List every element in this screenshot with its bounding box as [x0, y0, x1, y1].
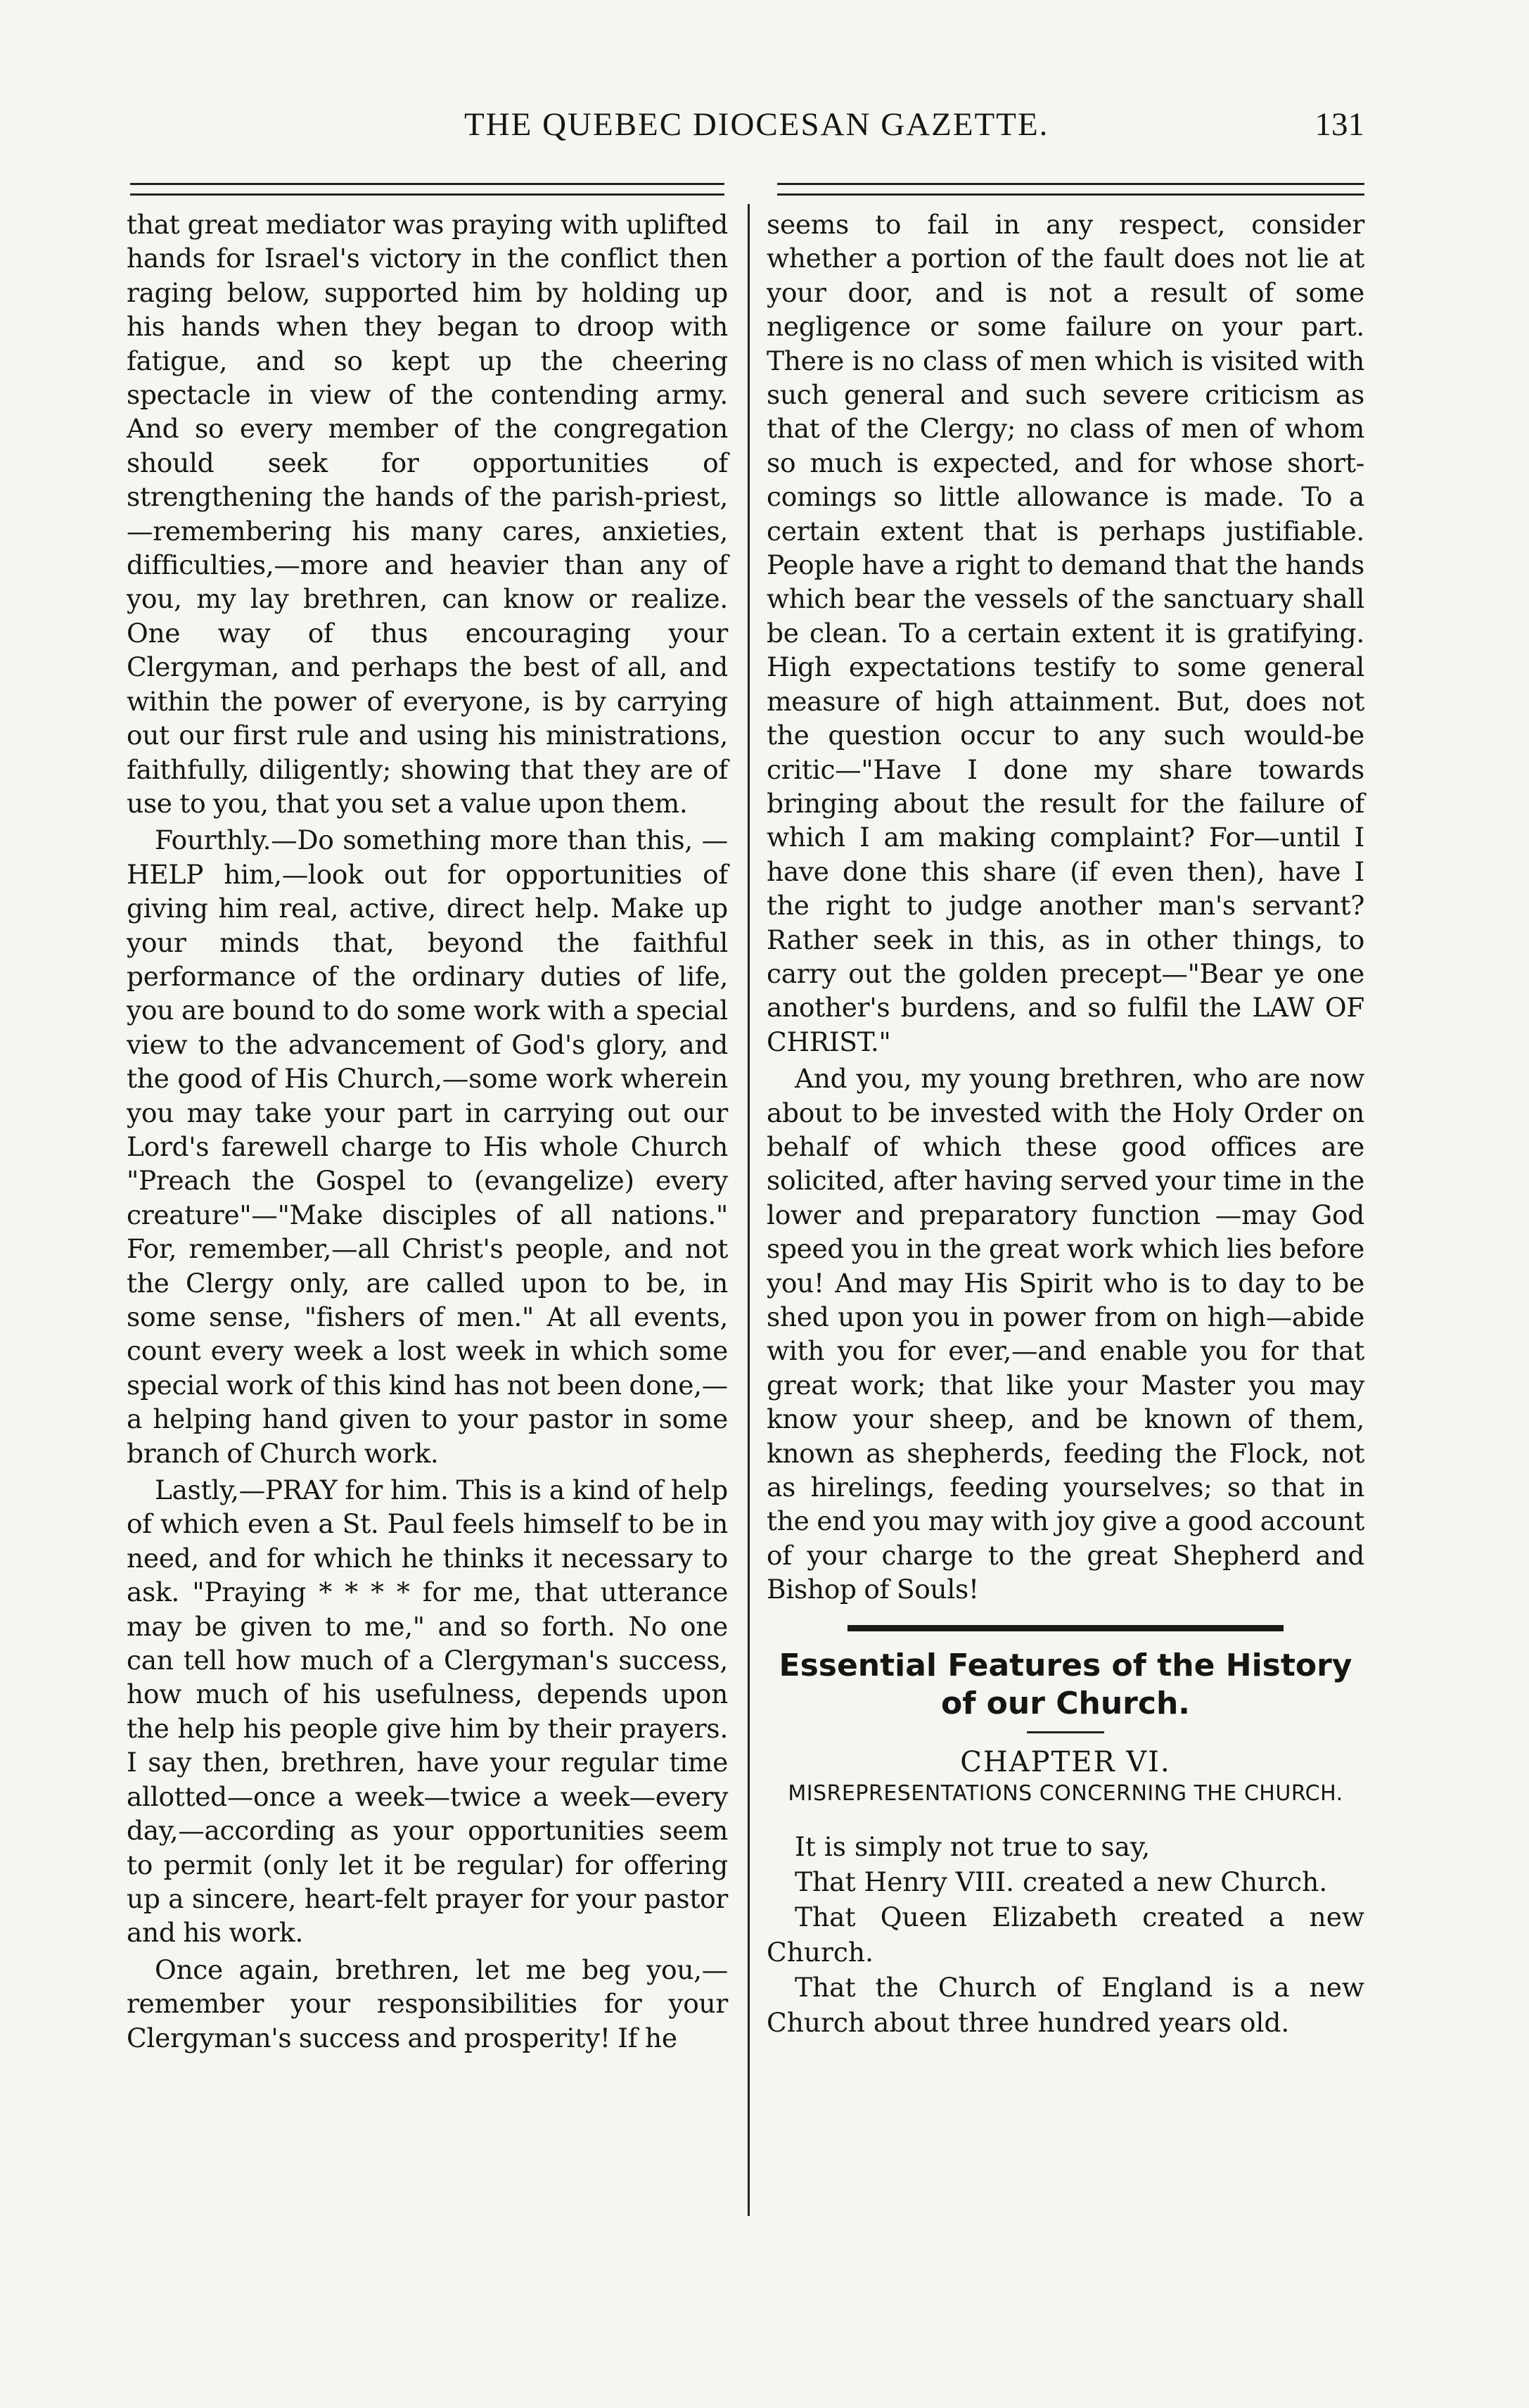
page-number: 131 [1314, 106, 1364, 143]
left-column [127, 208, 728, 2055]
paragraph-fourthly-help: Fourthly.—Do something more than this, —HELP him,—look out for opportunities of giving him real, active, direct help. Make up your minds that, beyond the faithful performance of the ordinary duties of life, you are bound to do some work with a special view to the advancement of God's glory, and the good of His Church,—some work wherein you may take your part in carrying out our Lord's farewell charge to His whole Church "Preach the Gospel to (evangelize) every creature"—"Make disciples of all nations." For, remember,—all Christ's people, and not the Clergy only, are called upon to be, in some sense, "fishers of men." At all events, count every week a lost week in which some special work of this kind has not been done,—a helping hand given to your pastor in some branch of Church work. [127, 824, 728, 1469]
section-title: Essential Features of the History of our Church. [779, 1647, 1352, 1721]
right-column [767, 208, 1364, 2040]
header-rule-left [130, 183, 724, 196]
header-rule-right [777, 183, 1364, 196]
page-header [127, 106, 1364, 155]
title-rule [1027, 1731, 1104, 1733]
paragraph-young-brethren: And you, my young brethren, who are now about to be invested with the Holy Order on behalf of which these good offices are solicited, after having served your time in the lower and preparatory function —may God speed you in the great work which lies before you! And may His Spirit who is to day to be shed upon you in power from on high—abide with you for ever,—and enable you for that great work; that like your Master you may know your sheep, and be known of them, known as shepherds, feeding the Flock, not as hirelings, feeding yourselves; so that in the end you may with joy give a good account of your charge to the great Shepherd and Bishop of Souls! [767, 1063, 1364, 1605]
statement-line: That Queen Elizabeth created a new Church. [767, 1901, 1364, 1968]
running-title: THE QUEBEC DIOCESAN GAZETTE. [464, 106, 1049, 143]
statement-line: That the Church of England is a new Church about three hundred years old. [767, 1971, 1364, 2038]
paragraph-criticism-of-clergy: seems to fail in any respect, consider whether a portion of the fault does not lie at your door, and is not a result of some negligence or some failure on your part. There is no class of men which is visited with such general and such severe criticism as that of the Clergy; no class of men of whom so much is expected, and for whose short-comings so little allowance is made. To a certain extent that is perhaps justifiable. People have a right to demand that the hands which bear the vessels of the sanctuary shall be clean. To a certain extent it is gratifying. High expectations testify to some general measure of high attainment. But, does not the question occur to any such would-be critic—"Have I done my share towards bringing about the result for the failure of which I am making complaint? For—until I have done this share (if even then), have I the right to judge another man's servant? Rather seek in this, as in other things, to carry out the golden precept—"Bear ye one another's burdens, and so fulfil the LAW OF CHRIST." [767, 209, 1364, 1057]
paragraph-once-again: Once again, brethren, let me beg you,—remember your responsibilities for your Clergyman's success and prosperity! If he [127, 1954, 728, 2053]
paragraph-lastly-pray: Lastly,—PRAY for him. This is a kind of help of which even a St. Paul feels himself to be in need, and for which he thinks it necessary to ask. "Praying * * * * for me, that utterance may be given to me," and so forth. No one can tell how much of a Clergyman's success, how much of his usefulness, depends upon the help his people give him by their prayers. I say then, brethren, have your regular time allotted—once a week—twice a week—every day,—according as your opportunities seem to permit (only let it be regular) for offering up a sincere, heart-felt prayer for your pastor and his work. [127, 1474, 728, 1949]
section-divider [847, 1625, 1284, 1631]
chapter-label: CHAPTER VI. [960, 1745, 1171, 1778]
column-divider [748, 204, 750, 2216]
paragraph-helping-the-priest: that great mediator was praying with uplifted hands for Israel's victory in the conflict then raging below, supported him by holding up his hands when they began to droop with fatigue, and so kept up the cheering spectacle in view of the contending army. And so every member of the congregation should seek for opportunities of strengthening the hands of the parish-priest,—remembering his many cares, anxieties, difficulties,—more and heavier than any of you, my lay brethren, can know or realize. One way of thus encouraging your Clergyman, and perhaps the best of all, and within the power of everyone, is by carrying out our first rule and using his ministrations, faithfully, diligently; showing that they are of use to you, that you set a value upon them. [127, 209, 728, 819]
statement-line: It is simply not true to say, [795, 1830, 1151, 1862]
chapter-subhead: MISREPRESENTATIONS CONCERNING THE CHURCH. [788, 1780, 1343, 1806]
statement-line: That Henry VIII. created a new Church. [795, 1866, 1328, 1897]
